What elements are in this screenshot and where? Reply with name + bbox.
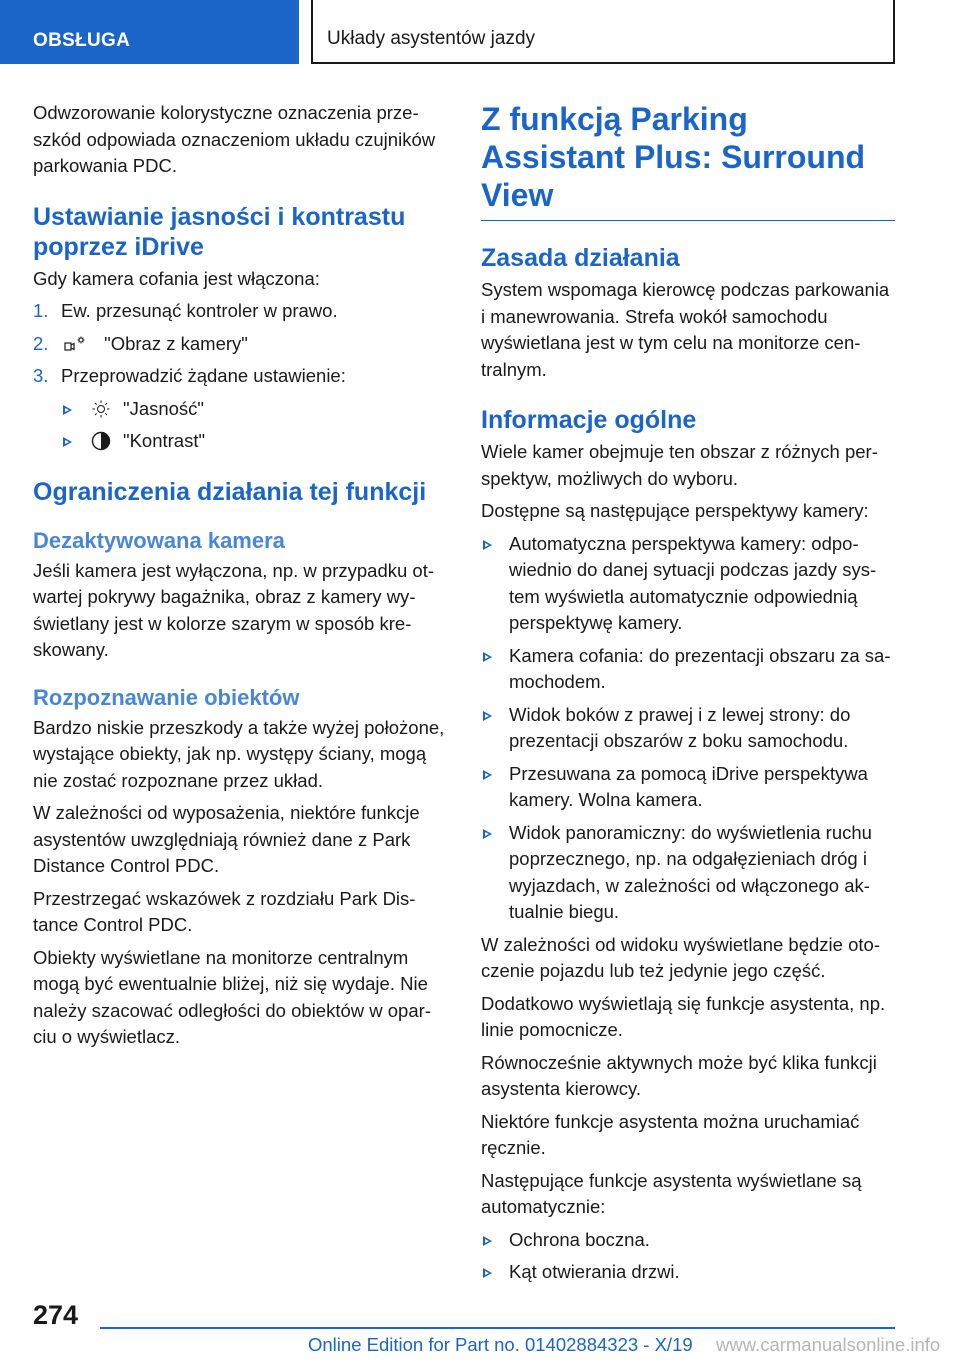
list-item-text: Przesuwana za pomocą iDrive perspektywa kamery. Wolna kamera.: [509, 762, 868, 810]
principle-paragraph: System wspomaga kierowcę podczas parkowania i manewrowania. Strefa wokół samochodu wyświetlana jest w tym celu na monitorze centralnym.: [481, 279, 890, 380]
body-paragraph: Dodatkowo wyświetlają się funkcje asystenta, np. linie pomocnicze.: [481, 992, 886, 1040]
bullet-triangle-icon: [483, 770, 492, 780]
bullet-triangle-icon: [483, 540, 492, 550]
chapter-title: Układy asystentów jazdy: [311, 0, 895, 64]
list-item-text: Widok panoramiczny: do wyświetlenia ruchu poprzecznego, np. na odgałęzieniach dróg i wyjazdach, w zależności od włączonego aktualnie biegu.: [509, 821, 872, 922]
list-item-text: Automatyczna perspektywa kamery: odpowiednio do danej sytuacji podczas jazdy system wyświetla automatycznie odpowiednią perspektywę kamery.: [509, 532, 877, 633]
step-number: 2.: [33, 332, 49, 354]
watermark-link[interactable]: www.carmanualsonline.info: [716, 1334, 941, 1355]
body-paragraph: Niektóre funkcje asystenta można uruchamiać ręcznie.: [481, 1110, 860, 1158]
section-tab: OBSŁUGA: [0, 0, 299, 64]
contrast-icon: [91, 431, 111, 451]
camera-settings-icon: [61, 335, 87, 355]
bullet-triangle-icon: [63, 405, 72, 415]
brightness-icon: [91, 399, 111, 419]
list-item-text: Kamera cofania: do prezentacji obszaru za samochodem.: [509, 644, 891, 692]
steps-list: [33, 298, 445, 390]
substep-text: "Jasność": [123, 397, 205, 419]
deactivated-heading: Dezaktywowana kamera: [33, 527, 285, 553]
list-item-text: Ochrona boczna.: [509, 1228, 650, 1250]
recognition-paragraph: Przestrzegać wskazówek z rozdziału Park Distance Control PDC.: [33, 887, 416, 935]
recognition-paragraph: Obiekty wyświetlane na monitorze centralnym mogą być ewentualnie bliżej, niż się wydaje. Nie należy szacować odległości do obiektów w oparciu o wyświetlacz.: [33, 946, 431, 1047]
general-paragraph: Dostępne są następujące perspektywy kamery:: [481, 500, 869, 521]
step-text: Ew. przesunąć kontroler w prawo.: [61, 300, 338, 321]
bullet-triangle-icon: [483, 1236, 492, 1246]
recognition-heading: Rozpoznawanie obiektów: [33, 684, 300, 710]
footer-edition: Online Edition for Part no. 01402884323 - X/19: [308, 1334, 693, 1355]
list-item: [481, 643, 895, 696]
bullet-triangle-icon: [63, 437, 72, 447]
recognition-paragraph: W zależności od wyposażenia, niektóre funkcje asystentów uwzględniają również dane z Park Distance Control PDC.: [33, 802, 420, 876]
step-text: "Obraz z kamery": [104, 332, 248, 354]
step-2: [33, 331, 445, 358]
step-number: 3.: [33, 365, 49, 386]
substep-text: "Kontrast": [123, 430, 206, 451]
principle-heading: Zasada działania: [481, 244, 680, 272]
auto-functions-list: [481, 1227, 895, 1286]
body-paragraph: Następujące funkcje asystenta wyświetlane są automatycznie:: [481, 1169, 862, 1217]
left-column: [33, 100, 445, 1057]
limits-heading: Ograniczenia działania tej funkcji: [33, 477, 427, 506]
list-item-text: Widok boków z prawej i z lewej strony: do prezentacji obszarów z boku samochodu.: [509, 703, 851, 751]
right-column: [481, 100, 895, 1292]
substep-contrast: [33, 428, 445, 455]
bullet-triangle-icon: [483, 711, 492, 721]
body-paragraph: Równocześnie aktywnych może być klika funkcji asystenta kierowcy.: [481, 1051, 877, 1099]
recognition-paragraph: Bardzo niskie przeszkody a także wyżej położone, wystające obiekty, jak np. występy ściany, mogą nie zostać rozpoznane przez układ.: [33, 716, 445, 791]
step-3: [33, 363, 445, 390]
page-number: 274: [33, 1300, 79, 1330]
body-paragraph: W zależności od widoku wyświetlane będzie otoczenie pojazdu lub też jedynie jego część.: [481, 933, 880, 981]
section-title: Z funkcją Parking Assistant Plus: Surround View: [481, 100, 895, 221]
perspectives-list: [481, 531, 895, 926]
brightness-heading: Ustawianie jasności i kontrastu poprzez iDrive: [33, 202, 406, 261]
deactivated-paragraph: Jeśli kamera jest wyłączona, np. w przypadku otwartej pokrywy bagażnika, obraz z kamery wyświetlany jest w kolorze szarym w sposób kreskowany.: [33, 559, 435, 660]
step-number: 1.: [33, 300, 49, 321]
step-text: Przeprowadzić żądane ustawienie:: [61, 365, 346, 386]
step-1: [33, 298, 445, 325]
list-item: [481, 702, 895, 755]
bullet-triangle-icon: [483, 1268, 492, 1278]
list-item: [481, 761, 895, 814]
brightness-intro: Gdy kamera cofania jest włączona:: [33, 267, 320, 289]
list-item: [481, 820, 895, 926]
substep-brightness: [33, 396, 445, 423]
general-heading: Informacje ogólne: [481, 406, 697, 434]
list-item: [481, 1227, 895, 1254]
list-item: [481, 531, 895, 637]
bullet-triangle-icon: [483, 652, 492, 662]
intro-paragraph: Odwzorowanie kolorystyczne oznaczenia przeszkód odpowiada oznaczeniom układu czujników parkowania PDC.: [33, 102, 436, 176]
bullet-triangle-icon: [483, 829, 492, 839]
footer-divider: [100, 1327, 895, 1329]
general-paragraph: Wiele kamer obejmuje ten obszar z różnych perspektyw, możliwych do wyboru.: [481, 441, 878, 489]
list-item-text: Kąt otwierania drzwi.: [509, 1261, 680, 1282]
list-item: [481, 1259, 895, 1286]
